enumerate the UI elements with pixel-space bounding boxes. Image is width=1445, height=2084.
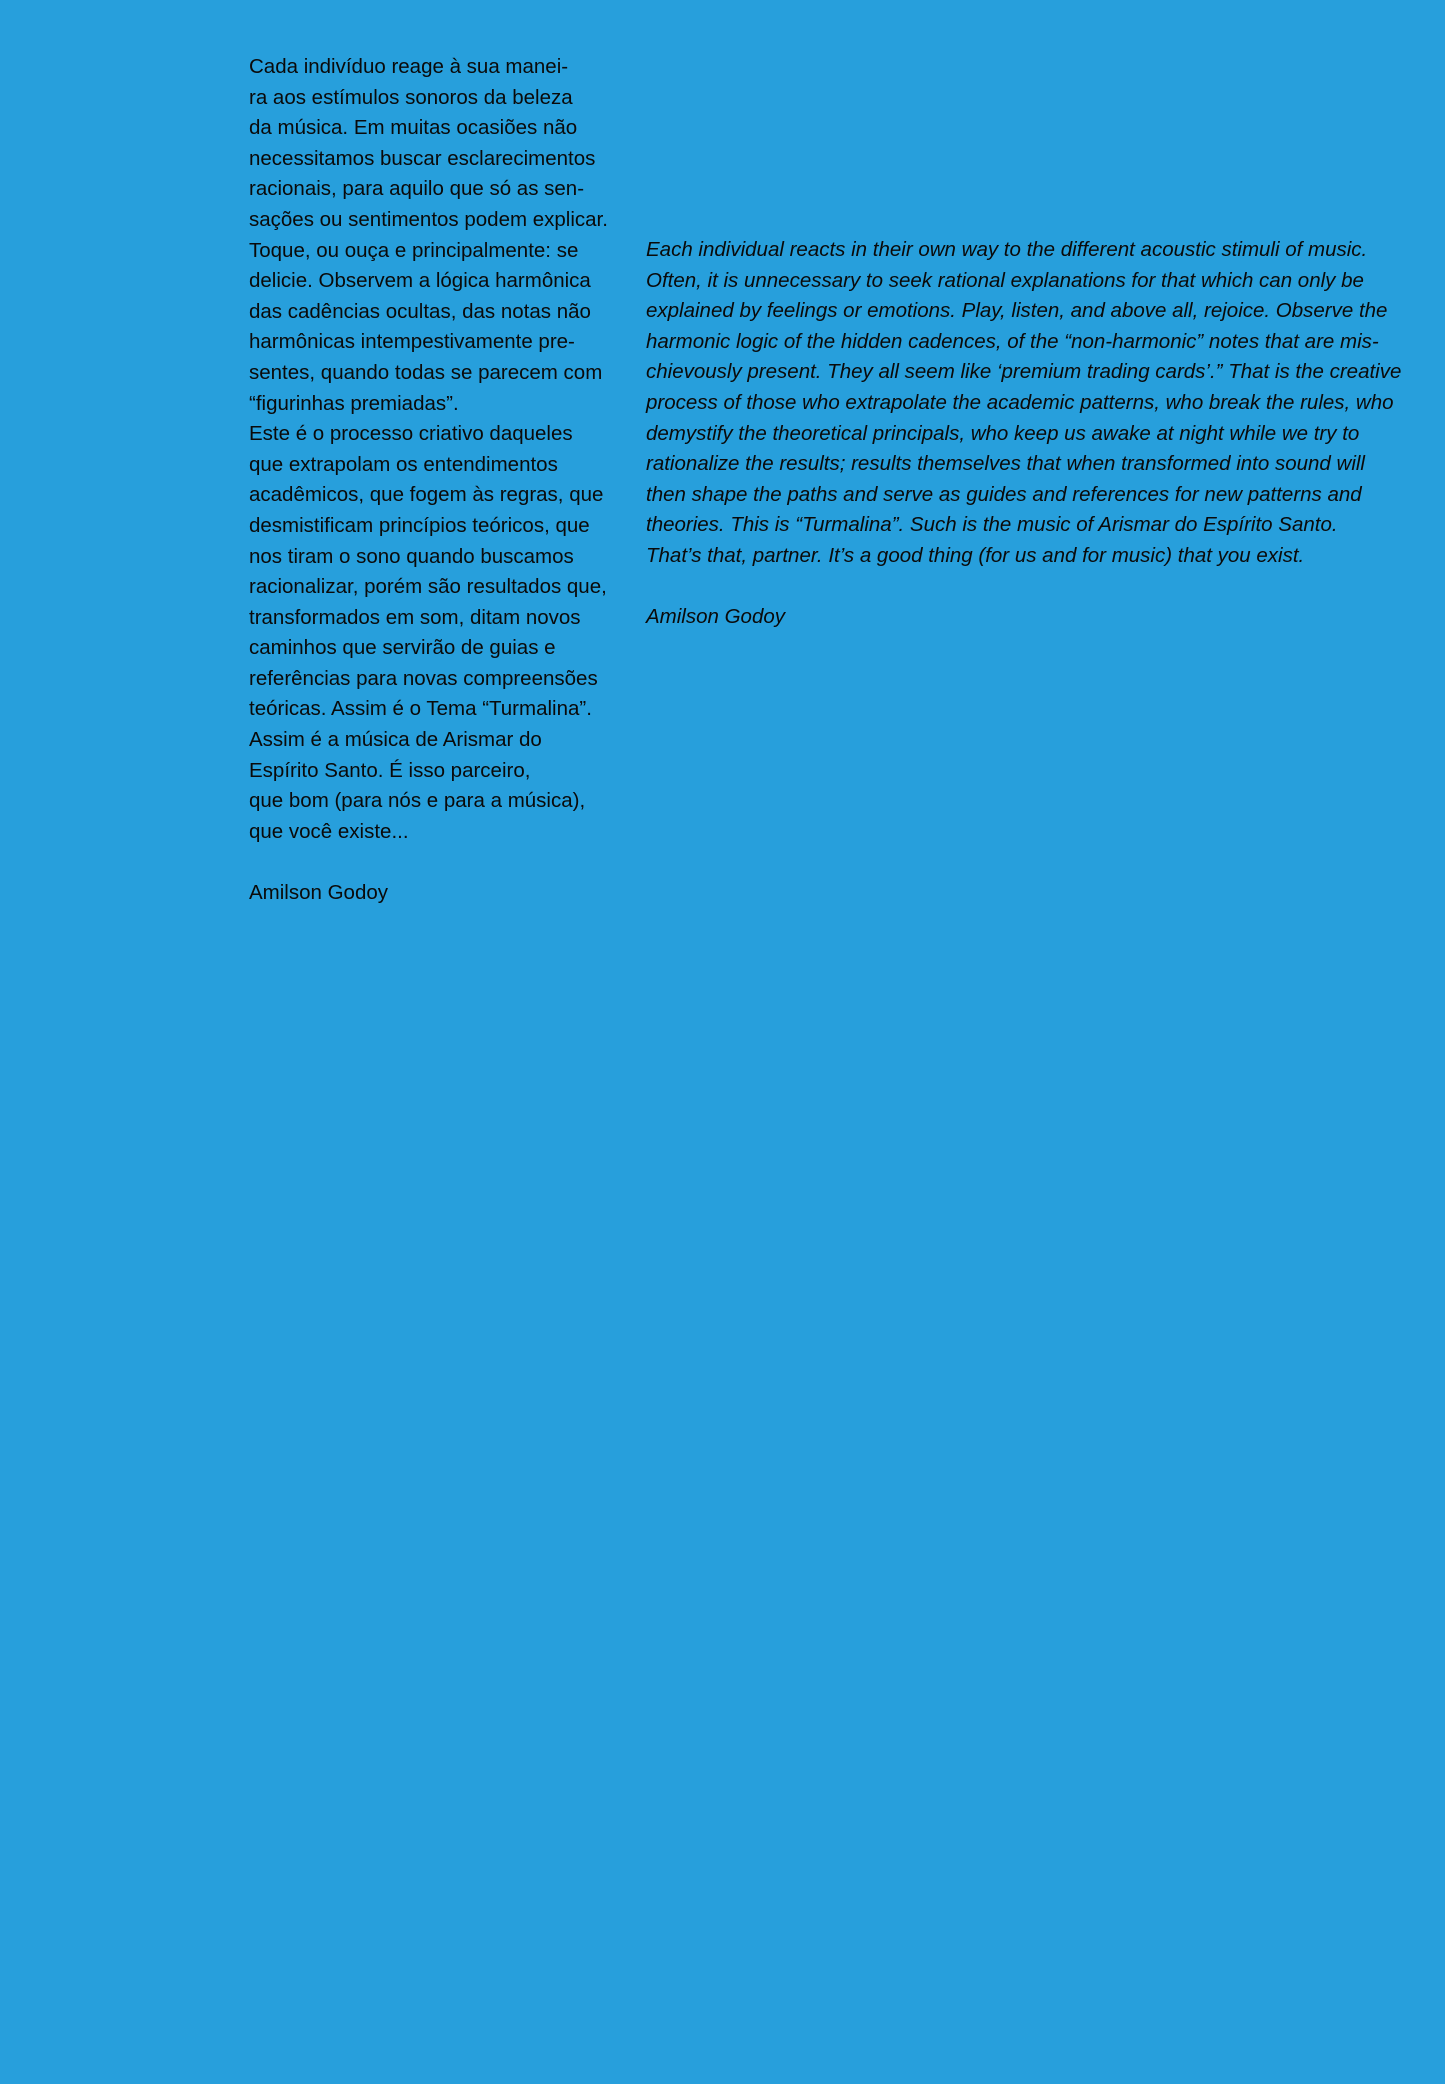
- text-line: da música. Em muitas ocasiões não: [249, 116, 578, 140]
- text-line: process of those who extrapolate the academic patterns, who break the rules, who: [646, 390, 1394, 414]
- spacer: [249, 847, 619, 878]
- text-line: teóricas. Assim é o Tema “Turmalina”.: [249, 697, 592, 721]
- text-line: rationalize the results; results themselves that when transformed into sound will: [646, 452, 1365, 476]
- text-line: acadêmicos, que fogem às regras, que: [249, 483, 604, 507]
- text-line: explained by feelings or emotions. Play, listen, and above all, rejoice. Observe the: [646, 299, 1388, 323]
- text-line: racionais, para aquilo que só as sen-: [249, 177, 585, 201]
- text-line: nos tiram o sono quando buscamos: [249, 544, 574, 568]
- text-line: que você existe...: [249, 819, 409, 843]
- portuguese-signature: Amilson Godoy: [249, 881, 389, 905]
- text-line: Toque, ou ouça e principalmente: se: [249, 238, 579, 262]
- text-line: necessitamos buscar esclarecimentos: [249, 146, 596, 170]
- text-line: referências para novas compreensões: [249, 666, 598, 690]
- text-line: das cadências ocultas, das notas não: [249, 299, 591, 323]
- text-line: Each individual reacts in their own way to the different acoustic stimuli of music.: [646, 238, 1368, 261]
- text-line: que extrapolam os entendimentos: [249, 452, 558, 476]
- text-line: Este é o processo criativo daqueles: [249, 422, 573, 446]
- portuguese-body: [249, 52, 619, 847]
- text-line: Assim é a música de Arismar do: [249, 728, 542, 752]
- text-line: Cada indivíduo reage à sua manei-: [249, 55, 569, 78]
- text-line: ra aos estímulos sonoros da beleza: [249, 85, 573, 109]
- text-line: then shape the paths and serve as guides and references for new patterns and: [646, 482, 1362, 506]
- text-line: Espírito Santo. É isso parceiro,: [249, 758, 531, 782]
- text-line: que bom (para nós e para a música),: [249, 789, 586, 813]
- text-line: That’s that, partner. It’s a good thing (for us and for music) that you exist.: [646, 543, 1305, 567]
- text-line: delicie. Observem a lógica harmônica: [249, 269, 591, 293]
- text-line: harmônicas intempestivamente pre-: [249, 330, 575, 354]
- text-line: theories. This is “Turmalina”. Such is the music of Arismar do Espírito Santo.: [646, 513, 1338, 537]
- portuguese-column: [249, 52, 619, 909]
- text-line: sentes, quando todas se parecem com: [249, 360, 603, 384]
- text-line: harmonic logic of the hidden cadences, of the “non-harmonic” notes that are mis-: [646, 329, 1379, 353]
- english-body: [646, 235, 1426, 572]
- text-line: “figurinhas premiadas”.: [249, 391, 459, 415]
- text-line: racionalizar, porém são resultados que,: [249, 575, 607, 599]
- spacer: [646, 572, 1426, 603]
- text-line: chievously present. They all seem like ‘premium trading cards’.” That is the creative: [646, 360, 1402, 384]
- text-line: demystify the theoretical principals, who keep us awake at night while we try to: [646, 421, 1360, 445]
- english-signature: Amilson Godoy: [646, 605, 786, 629]
- text-line: sações ou sentimentos podem explicar.: [249, 207, 608, 231]
- english-column: [646, 235, 1426, 633]
- text-line: Often, it is unnecessary to seek rational explanations for that which can only be: [646, 268, 1364, 292]
- text-line: caminhos que servirão de guias e: [249, 636, 556, 660]
- text-line: transformados em som, ditam novos: [249, 605, 581, 629]
- text-line: desmistificam princípios teóricos, que: [249, 513, 590, 537]
